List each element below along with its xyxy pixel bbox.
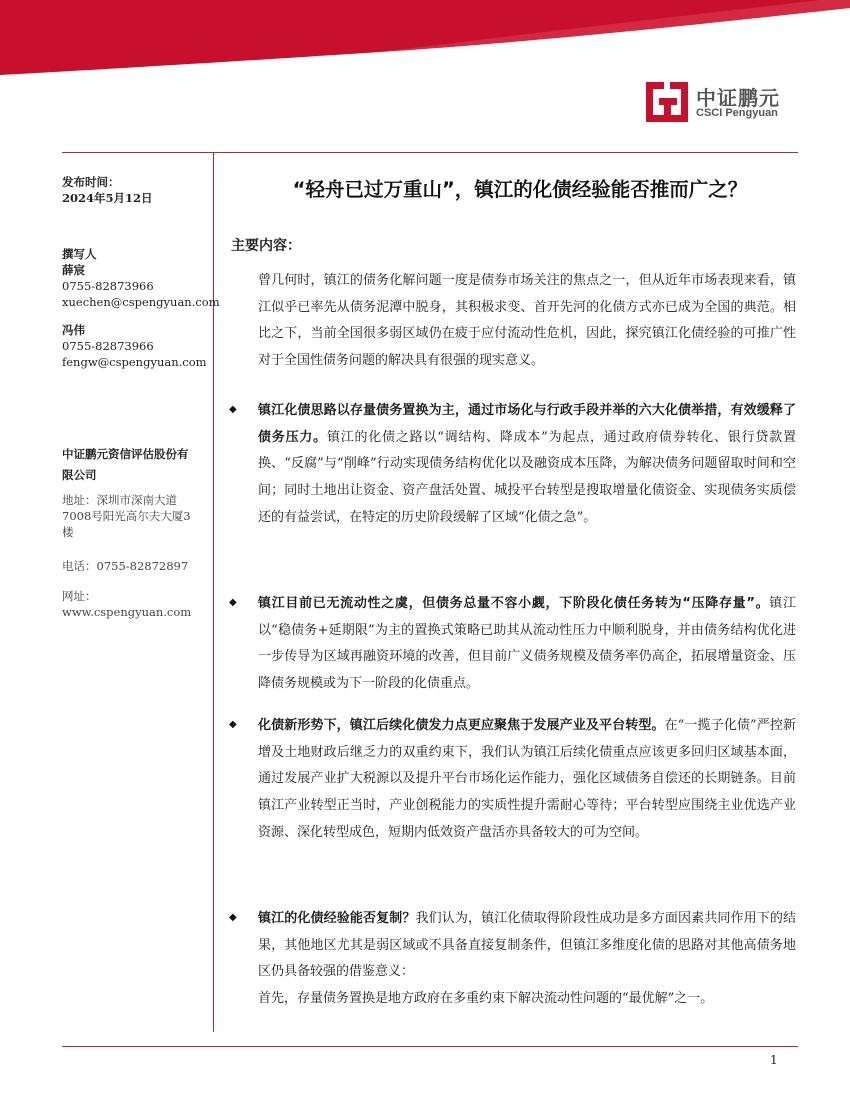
address-line: 地址：深圳市深南大道: [62, 493, 177, 507]
bullet-heading: 镇江目前已无流动性之虞，但债务总量不容小觑，下阶段化债任务转为“压降存量”。: [258, 596, 770, 611]
diamond-bullet-icon: ◆: [229, 912, 237, 923]
header-banner: [0, 0, 850, 75]
author-email[interactable]: xuechen@cspengyuan.com: [62, 295, 220, 309]
address-line: 楼: [62, 525, 74, 539]
company-name-line2: 限公司: [62, 468, 97, 482]
author-phone: 0755-82873966: [62, 279, 154, 293]
bullet-paragraph: [258, 713, 796, 847]
brand-name-cn: 中证鹏元: [696, 86, 780, 110]
page-title: “轻舟已过万重山”，镇江的化债经验能否推而广之？: [292, 178, 748, 201]
closing-line: 首先，存量债务置换是地方政府在多重约束下解决流动性问题的“最优解”之一。: [258, 991, 714, 1006]
website-link[interactable]: www.cspengyuan.com: [62, 605, 192, 619]
author-phone: 0755-82873966: [62, 339, 154, 353]
bullet-paragraph: [258, 398, 796, 532]
bullet-heading: 镇江化债思路以存量债务置换为主，通过市场化与行政手段并举的六大化债举措，有效缓释了债务压力。: [258, 403, 796, 445]
publish-date-label: 发布时间：: [62, 175, 120, 189]
brand-logo: [646, 80, 796, 124]
author-name: 冯伟: [62, 323, 85, 337]
company-name: [62, 444, 189, 486]
bullet-paragraph: [258, 591, 796, 698]
publish-date-value: 2024年5月12日: [62, 191, 153, 205]
bullet-heading: 镇江的化债经验能否复制？: [258, 911, 416, 926]
section-heading: 主要内容：: [231, 238, 301, 254]
company-phone: 电话：0755-82872897: [62, 559, 189, 573]
authors-block-2: [62, 322, 207, 370]
bullet-body: 镇江以“稳债务+延期限”为主的置换式策略已助其从流动性压力中顺利脱身，并由债务结构优化进一步传导为区域再融资环境的改善，但目前广义债务规模及债务率仍高企，拓展增量资金、压降债务规模或为下一阶段的化债重点。: [258, 596, 796, 692]
bullet-body: 镇江的化债之路以“调结构、降成本”为起点，通过政府债券转化、银行贷款置换、“反腐”与“削峰”行动实现债务结构优化以及融资成本压降，为解决债务问题留取时间和空间；同时土地出让资金、资产盘活处置、城投平台转型是搜取增量化债资金、实现债务实质偿还的有益尝试，在特定的历史阶段缓解了区域“化债之急”。: [258, 429, 796, 525]
footer-rule: [62, 1046, 798, 1047]
diamond-bullet-icon: ◆: [229, 597, 237, 608]
diamond-bullet-icon: ◆: [229, 719, 237, 730]
bullet-paragraph: [258, 906, 796, 986]
diamond-bullet-icon: ◆: [229, 404, 237, 415]
authors-block: [62, 246, 220, 310]
publish-date: [62, 174, 153, 206]
bullet-heading: 化债新形势下，镇江后续化债发力点更应聚焦于发展产业及平台转型。: [258, 718, 665, 733]
banner-graphic: [0, 0, 850, 75]
author-name: 薛宸: [62, 263, 85, 277]
page-number: 1: [770, 1053, 778, 1067]
website-label: 网址：: [62, 589, 97, 603]
brand-mark-icon: [646, 80, 690, 124]
brand-name-en: CSCI Pengyuan: [696, 107, 778, 119]
bullet-body: 在“一揽子化债”严控新增及土地财政后继乏力的双重约束下，我们认为镇江后续化债重点应该更多回归区域基本面，通过发展产业扩大税源以及提升平台市场化运作能力，强化区域债务自偿还的长期链条。目前镇江产业转型正当时，产业创税能力的实质性提升需耐心等待；平台转型应围绕主业优选产业资源、深化转型成色，短期内低效资产盘活亦具备较大的可为空间。: [258, 718, 796, 840]
company-name-line1: 中证鹏元资信评估股份有: [62, 447, 189, 461]
author-email[interactable]: fengw@cspengyuan.com: [62, 355, 207, 369]
header-rule: [62, 152, 798, 153]
intro-paragraph: 曾几何时，镇江的债务化解问题一度是债券市场关注的焦点之一，但从近年市场表现来看，镇江似乎已率先从债务泥潭中脱身，其积极求变、首开先河的化债方式亦已成为全国的典范。相比之下，当前全国很多弱区域仍在疲于应付流动性危机，因此，探究镇江化债经验的可推广性对于全国性债务问题的解决具有很强的现实意义。: [258, 273, 796, 369]
bullet-body: 我们认为，镇江化债取得阶段性成功是多方面因素共同作用下的结果，其他地区尤其是弱区域或不具备直接复制条件，但镇江多维度化债的思路对其他高债务地区仍具备较强的借鉴意义：: [258, 911, 796, 980]
authors-label: 撰写人: [62, 247, 97, 261]
address-line: 7008号阳光高尔夫大厦3: [62, 509, 191, 523]
company-website-block: [62, 588, 191, 620]
company-address: [62, 492, 191, 540]
